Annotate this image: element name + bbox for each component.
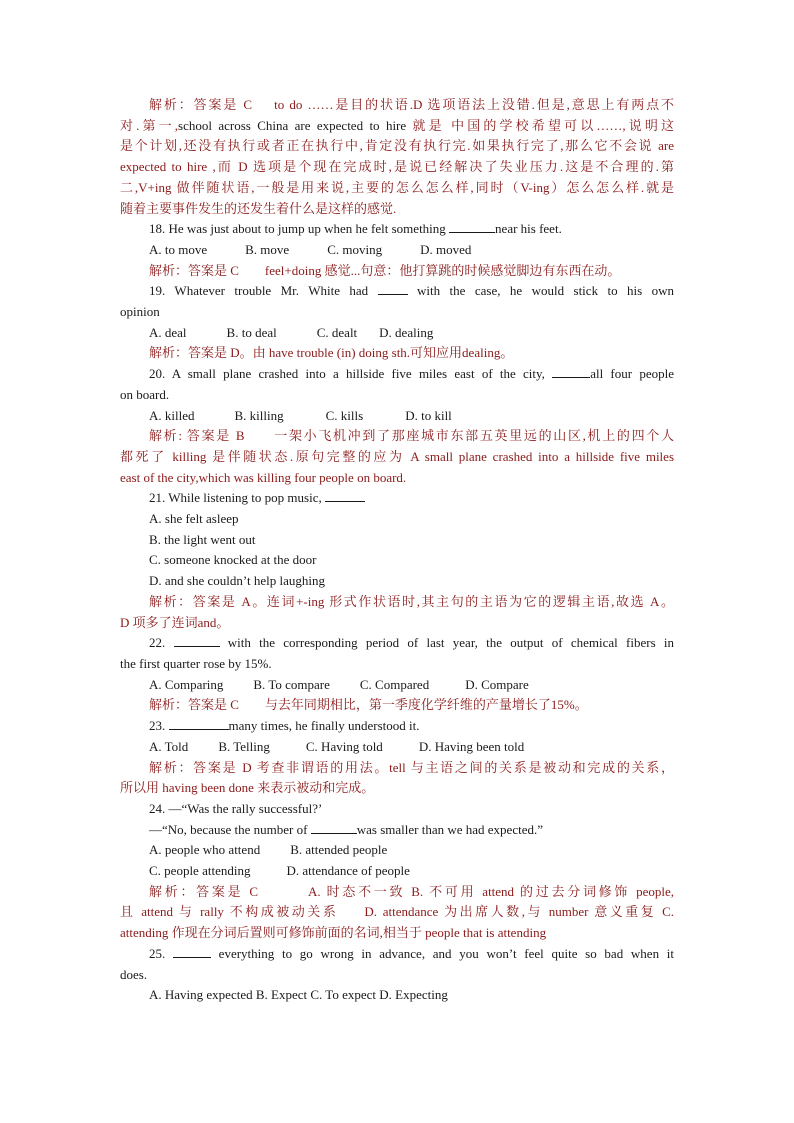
text-run: D. moved [420, 241, 472, 257]
answer-blank [325, 489, 365, 502]
text-run: 与去年同期相比，第一季度化学纤维的产量增长了15%。 [264, 697, 588, 713]
text-line [120, 178, 674, 199]
text-run: was smaller than we had expected.” [356, 821, 543, 837]
text-run: 且 attend 与 rally 不构成被动关系 [120, 904, 339, 920]
text-run: does. [120, 966, 148, 982]
text-line [120, 695, 674, 716]
text-run: 一架小飞机冲到了那座城市东部五英里远的山区,机上的四个人 [272, 428, 674, 444]
text-run: many times, he finally understood it. [228, 718, 420, 734]
text-run: 解析：答案是 D 考查非谓语的用法。tell 与主语之间的关系是被动和完成的关系， [149, 759, 674, 775]
text-run: 19. Whatever trouble Mr. White had [149, 283, 378, 299]
text-run: A. Having expected B. Expect C. To expect D. Expecting [149, 987, 448, 1003]
text-line [120, 219, 674, 240]
text-line [120, 571, 674, 592]
text-line [120, 95, 674, 116]
text-run: 24. —“Was the rally successful?’ [149, 800, 323, 816]
text-line [120, 385, 674, 406]
text-line [120, 406, 674, 427]
text-run: 解析：答案是 A。连词+-ing 形式作状语时,其主句的主语为它的逻辑主语,故选 A。 [149, 593, 674, 609]
text-run: with the case, he would stick to his own [407, 283, 674, 299]
text-run: 20. A small plane crashed into a hillside five miles east of the city, [149, 366, 553, 382]
text-run: C. kills [325, 407, 364, 423]
text-run: 解析：答案是 D。由 have trouble (in) doing sth.可知应用dealing。 [149, 345, 514, 361]
answer-blank [169, 717, 229, 730]
text-line [120, 799, 674, 820]
text-run: C. moving [327, 241, 383, 257]
answer-blank [449, 220, 495, 233]
text-line [120, 923, 674, 944]
text-run: 解析：答案是 C [149, 883, 259, 899]
text-line [120, 530, 674, 551]
text-line [120, 199, 674, 220]
text-line [120, 116, 674, 137]
text-run: 是个计划,还没有执行或者正在执行中,肯定没有执行完.如果执行完了,那么它不会说 are [120, 138, 674, 154]
answer-blank [378, 282, 408, 295]
text-line [120, 716, 674, 737]
text-line [120, 778, 674, 799]
text-run: C. Having told [305, 738, 383, 754]
text-run: A. to move [149, 241, 208, 257]
text-run: with the corresponding period of last year, the output of chemical fibers in [219, 635, 674, 651]
text-run: A. killed [149, 407, 195, 423]
text-run: 二,V+ing 做伴随状语,一般是用来说,主要的怎么怎么样,同时（V-ing）怎么怎么样.就是 [120, 179, 674, 195]
text-run: on board. [120, 386, 170, 402]
text-run: the first quarter rose by 15%. [120, 655, 272, 671]
text-line [120, 985, 674, 1006]
text-line [120, 592, 674, 613]
text-run: 都死了 killing 是伴随状态.原句完整的应为 A small plane crashed into a hillside five miles [120, 448, 674, 464]
text-run: B. to deal [226, 324, 277, 340]
text-run: everything to go wrong in advance, and you won’t feel quite so bad when it [210, 945, 675, 961]
text-run: B. attended people [290, 842, 388, 858]
text-line [120, 840, 674, 861]
text-line [120, 157, 674, 178]
text-line [120, 861, 674, 882]
text-run: 18. He was just about to jump up when he felt something [149, 221, 450, 237]
text-run: B. move [245, 241, 290, 257]
text-run: east of the city,which was killing four people on board. [120, 469, 407, 485]
text-run: 对.第一, [120, 117, 179, 133]
text-line [120, 364, 674, 385]
text-run: 所以用 having been done 来表示被动和完成。 [120, 780, 375, 796]
text-run: 解析：答案是 C [149, 97, 253, 112]
text-line [120, 281, 674, 302]
answer-blank [552, 365, 590, 378]
text-line [120, 550, 674, 571]
text-line [120, 758, 674, 779]
text-line [120, 343, 674, 364]
text-run: D. attendance of people [286, 863, 410, 879]
text-run: B. the light went out [149, 531, 256, 547]
text-run: A. Told [149, 738, 189, 754]
text-line [120, 302, 674, 323]
text-run: 解析：答案是 C [149, 697, 239, 713]
text-line [120, 737, 674, 758]
text-run: 解析: 答案是 B [149, 428, 245, 444]
text-run: C. someone knocked at the door [149, 552, 317, 568]
text-line [120, 944, 674, 965]
text-line [120, 468, 674, 489]
text-line [120, 902, 674, 923]
text-run: B. killing [234, 407, 284, 423]
text-line [120, 261, 674, 282]
text-line [120, 633, 674, 654]
text-run: A. people who attend [149, 842, 261, 858]
text-run: all four people [590, 366, 674, 382]
text-run: 22. [149, 635, 174, 651]
text-line [120, 820, 674, 841]
text-run: expected to hire ,而 D 选项是个现在完成时,是说已经解决了失业压力.这是不合理的.第 [120, 159, 674, 175]
text-run: 21. While listening to pop music, [149, 490, 325, 506]
text-run: 25. [149, 945, 173, 961]
text-run: D. dealing [379, 324, 434, 340]
text-line [120, 882, 674, 903]
text-line [120, 240, 674, 261]
text-line [120, 136, 674, 157]
text-run: attending 作现在分词后置则可修饰前面的名词,相当于 people that is attending [120, 925, 547, 941]
text-run: D. Compare [465, 676, 529, 692]
text-line [120, 509, 674, 530]
text-run: A. deal [149, 324, 187, 340]
text-run: to do ……是目的状语.D 选项语法上没错.但是,意思上有两点不 [274, 97, 674, 112]
text-run: D. Having been told [418, 738, 525, 754]
text-run: 解析：答案是 C [149, 262, 239, 278]
answer-blank [174, 634, 220, 647]
text-run: C. dealt [316, 324, 358, 340]
text-line [120, 426, 674, 447]
text-run: C. Compared [359, 676, 430, 692]
text-run: D. attendance 为出席人数,与 number 意义重复 C. [364, 904, 674, 920]
text-line [120, 488, 674, 509]
text-line [120, 965, 674, 986]
text-run: opinion [120, 304, 160, 320]
text-line [120, 323, 674, 344]
document-body [120, 95, 674, 1006]
text-run: D. to kill [405, 407, 452, 423]
text-run: school across China are expected to hire [178, 117, 407, 133]
text-run: 23. [149, 718, 169, 734]
text-run: 就是 中国的学校希望可以……,说明这 [406, 117, 674, 133]
text-run: 随着主要事件发生的还发生着什么是这样的感觉. [120, 200, 397, 216]
text-run: D 项多了连词and。 [120, 614, 230, 630]
text-line [120, 675, 674, 696]
text-run: B. To compare [253, 676, 330, 692]
text-run: A. she felt asleep [149, 511, 239, 527]
text-run: B. Telling [218, 738, 270, 754]
text-line [120, 613, 674, 634]
text-run: C. people attending [149, 863, 251, 879]
text-line [120, 447, 674, 468]
answer-blank [173, 945, 211, 958]
text-run: A. Comparing [149, 676, 224, 692]
text-run: A. 时态不一致 B. 不可用 attend 的过去分词修饰 people, [308, 883, 674, 899]
text-line [120, 654, 674, 675]
text-run: near his feet. [495, 221, 562, 237]
text-run: D. and she couldn’t help laughing [149, 573, 325, 589]
text-run: —“No, because the number of [149, 821, 311, 837]
answer-blank [311, 821, 357, 834]
text-run: feel+doing 感觉...句意：他打算跳的时候感觉脚边有东西在动。 [264, 262, 621, 278]
